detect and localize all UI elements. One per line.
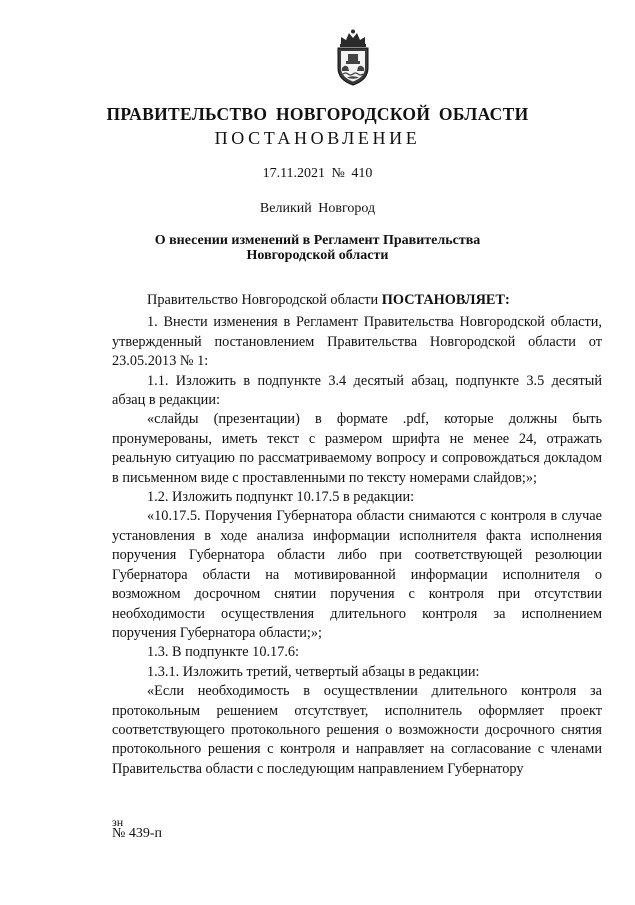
preamble-text: Правительство Новгородской области bbox=[147, 292, 379, 308]
preamble-paragraph bbox=[112, 291, 602, 310]
coat-of-arms-icon bbox=[332, 28, 374, 86]
paragraph-1-3: 1.3. В подпункте 10.17.6: bbox=[147, 644, 300, 661]
paragraph-1-1: 1.1. Изложить в подпункте 3.4 десятый абзац, подпункте 3.5 десятый абзац в редакции: bbox=[112, 372, 602, 409]
document-body bbox=[112, 291, 602, 779]
footer-code: зн bbox=[112, 815, 124, 829]
document-place: Великий Новгород bbox=[259, 201, 376, 216]
government-title: ПРАВИТЕЛЬСТВО НОВГОРОДСКОЙ ОБЛАСТИ bbox=[106, 104, 529, 124]
paragraph-1-3-1: 1.3.1. Изложить третий, четвертый абзацы в редакции: bbox=[147, 663, 480, 680]
preamble-action: ПОСТАНОВЛЯЕТ: bbox=[381, 292, 510, 308]
paragraph-1-1-quote: «слайды (презентации) в формате .pdf, которые должны быть пронумерованы, иметь текст с размером шрифта не менее 24, отражать реальную ситуацию по рассматриваемому вопросу и сопровождаться докладом в письменном виде с проставленными по тексту номерами слайдов;»; bbox=[112, 411, 602, 486]
footer-document-number: № 439-п bbox=[112, 826, 163, 841]
document-date-number: 17.11.2021 № 410 bbox=[262, 166, 373, 181]
document-subject-line-1: О внесении изменений в Регламент Правительства bbox=[154, 233, 481, 248]
paragraph-1: 1. Внести изменения в Регламент Правительства Новгородской области, утвержденный постановлением Правительства Новгородской области от 23.05.2013 № 1: bbox=[112, 314, 602, 370]
paragraph-1-2: 1.2. Изложить подпункт 10.17.5 в редакции: bbox=[147, 489, 415, 506]
paragraph-1-3-1-quote: «Если необходимость в осуществлении длительного контроля за протокольным решением отсутствует, исполнитель оформляет проект соответствующего протокольного решения о возможности досрочного снятия протокольного решения с контроля и направляет на согласование с членами Правительства области с последующим направлением Губернатору bbox=[112, 683, 602, 777]
paragraph-1-2-quote: «10.17.5. Поручения Губернатора области снимаются с контроля в случае установления в ходе анализа информации исполнителя факта исполнения поручения Губернатора области либо при соответствующей резолюции Губернатора области на мотивированной информации исполнителя о возможном досрочном снятии поручения с контроля при отсутствии необходимости осуществления длительного контроля за исполнением поручения Губернатора области;»; bbox=[112, 508, 602, 641]
document-subject-line-2: Новгородской области bbox=[246, 248, 389, 263]
document-subject bbox=[0, 233, 635, 263]
document-type: ПОСТАНОВЛЕНИЕ bbox=[214, 128, 421, 148]
